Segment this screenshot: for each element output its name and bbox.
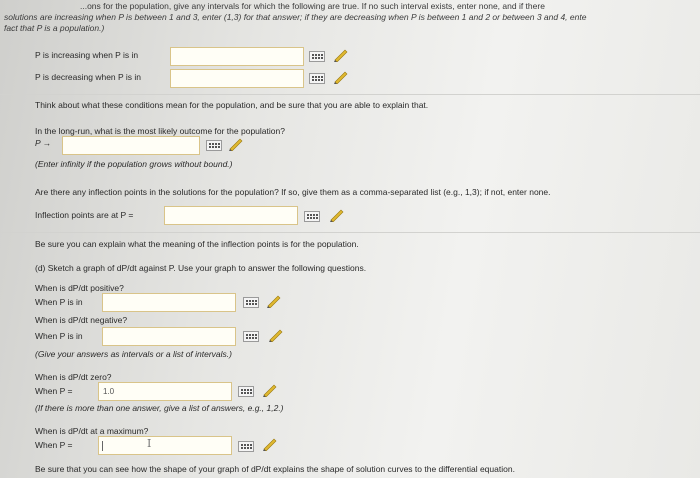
zero-question: When is dP/dt zero?	[35, 372, 112, 382]
decreasing-label: P is decreasing when P is in	[35, 72, 141, 82]
pencil-icon[interactable]	[262, 383, 278, 397]
instructions-line-3: fact that P is a population.)	[4, 23, 105, 33]
longrun-hint: (Enter infinity if the population grows without bound.)	[35, 159, 233, 169]
instructions-line-2: solutions are increasing when P is between 1 and 3, enter (1,3) for that answer; if they are decreasing when P is between 1 and 2 or between 3 and 4, ente	[4, 12, 587, 22]
zero-hint: (If there is more than one answer, give a list of answers, e.g., 1,2.)	[35, 403, 284, 413]
divider	[0, 232, 700, 233]
inflection-note: Be sure you can explain what the meaning of the inflection points is for the population.	[35, 239, 359, 249]
maximum-question: When is dP/dt at a maximum?	[35, 426, 149, 436]
keyboard-icon[interactable]	[206, 140, 222, 151]
increasing-label: P is increasing when P is in	[35, 50, 139, 60]
maximum-label: When P =	[35, 440, 73, 450]
negative-question: When is dP/dt negative?	[35, 315, 128, 325]
text-caret	[102, 441, 103, 451]
positive-input[interactable]	[102, 293, 236, 312]
positive-label: When P is in	[35, 297, 83, 307]
think-note: Think about what these conditions mean for the population, and be sure that you are able to explain that.	[35, 100, 429, 110]
divider	[0, 94, 700, 95]
zero-input[interactable]: 1.0	[98, 382, 232, 401]
pencil-icon[interactable]	[262, 437, 278, 451]
keyboard-icon[interactable]	[304, 211, 320, 222]
instructions-line-1: ...ons for the population, give any intervals for which the following are true. If no such interval exists, enter none, and if there	[80, 1, 545, 11]
pencil-icon[interactable]	[333, 70, 349, 84]
keyboard-icon[interactable]	[309, 73, 325, 84]
longrun-input[interactable]	[62, 136, 200, 155]
decreasing-input[interactable]	[170, 69, 304, 88]
intervals-hint: (Give your answers as intervals or a list of intervals.)	[35, 349, 232, 359]
pencil-icon[interactable]	[266, 294, 282, 308]
pencil-icon[interactable]	[268, 328, 284, 342]
inflection-label: Inflection points are at P =	[35, 210, 134, 220]
inflection-question: Are there any inflection points in the solutions for the population? If so, give them as a comma-separated list (e.g., 1,3); if not, enter none.	[35, 187, 551, 197]
negative-label: When P is in	[35, 331, 83, 341]
pencil-icon[interactable]	[228, 137, 244, 151]
ibeam-cursor-icon: I	[147, 437, 152, 450]
longrun-arrow-label: P →	[35, 138, 52, 148]
maximum-input[interactable]	[98, 436, 232, 455]
pencil-icon[interactable]	[329, 208, 345, 222]
positive-question: When is dP/dt positive?	[35, 283, 124, 293]
inflection-input[interactable]	[164, 206, 298, 225]
footer-note: Be sure that you can see how the shape of your graph of dP/dt explains the shape of solution curves to the differential equation.	[35, 464, 515, 474]
keyboard-icon[interactable]	[238, 386, 254, 397]
keyboard-icon[interactable]	[309, 51, 325, 62]
increasing-input[interactable]	[170, 47, 304, 66]
longrun-question: In the long-run, what is the most likely outcome for the population?	[35, 126, 285, 136]
pencil-icon[interactable]	[333, 48, 349, 62]
keyboard-icon[interactable]	[238, 441, 254, 452]
negative-input[interactable]	[102, 327, 236, 346]
part-d-heading: (d) Sketch a graph of dP/dt against P. Use your graph to answer the following questions.	[35, 263, 367, 273]
zero-label: When P =	[35, 386, 73, 396]
keyboard-icon[interactable]	[243, 331, 259, 342]
keyboard-icon[interactable]	[243, 297, 259, 308]
